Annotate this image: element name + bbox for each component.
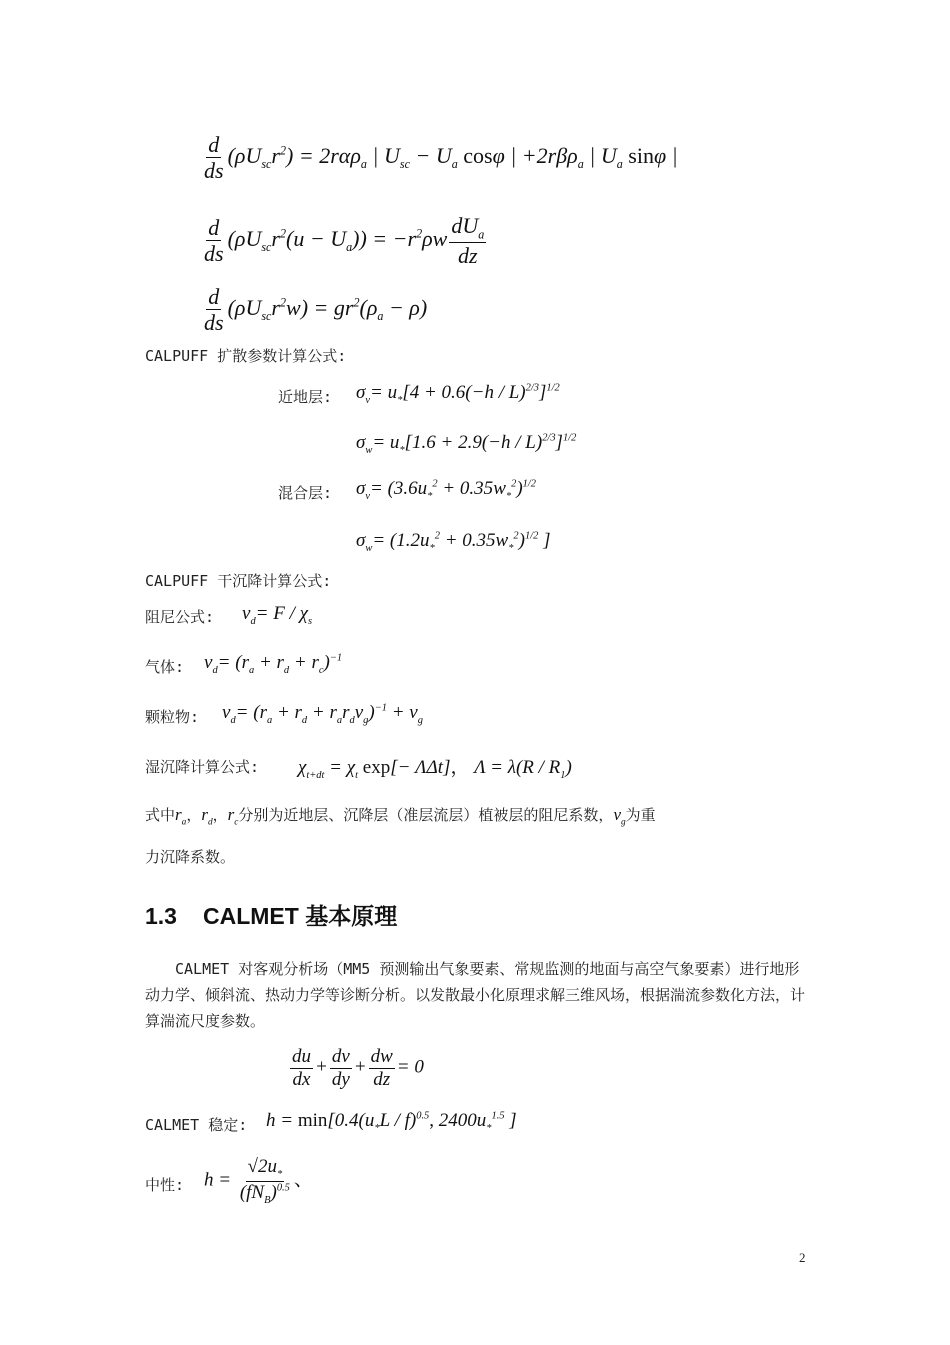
equation-gas: $v_d= (r_a + r_d + r_c)^{-1}$ <box>204 652 343 676</box>
equation-sigma-v-near: $\sigma_v= u_*[4 + 0.6(-h / L)^{2/3}]^{1/2}$ <box>356 382 560 406</box>
calmet-stable-label: CALMET 稳定: <box>145 1116 248 1134</box>
explain-tail: 为重 <box>625 806 656 824</box>
section-number: 1.3 <box>145 903 177 929</box>
explanation-line-1: 式中$r_a$，$r_d$，$r_c$分别为近地层、沉降层（准层流层）植被层的阻尼系数，$v_g$为重 <box>145 805 656 828</box>
equation-sigma-v-mixed: $\sigma_v= (3.6u_*^2 + 0.35w_*^2)^{1/2}$ <box>356 478 536 502</box>
resistance-label: 阻尼公式: <box>145 608 215 626</box>
equation-momentum-2: $\frac{d}{ds}$ $(\rho U_{sc}r^2(u - U_a)) = -r^2\rho w$ $\frac{dU_a}{dz}$ <box>204 213 485 269</box>
dry-deposition-title: CALPUFF 干沉降计算公式: <box>145 572 332 590</box>
section-title: CALMET 基本原理 <box>202 903 398 929</box>
equation-buoyancy: $\frac{d}{ds}$ $(\rho U_{sc}r^2w) = gr^2(\rho_a - \rho)$ <box>204 284 428 336</box>
dispersion-title: CALPUFF 扩散参数计算公式: <box>145 347 347 365</box>
mixed-layer-label: 混合层: <box>278 484 333 502</box>
page-number: 2 <box>799 1250 806 1265</box>
equation-continuity: $\frac{du}{dx}$ + $\frac{dv}{dy}$ + $\frac{dw}{dz}$ = 0 <box>292 1046 424 1090</box>
equation-stable-height: $h = \min[0.4(u_*L / f)^{0.5}$, $2400u_*^{1.5}$ ] <box>266 1110 517 1134</box>
equation-sigma-w-near: $\sigma_w= u_*[1.6 + 2.9(-h / L)^{2/3}]^{1/2}$ <box>356 432 577 456</box>
equation-neutral-height: h = $\frac{√2u_*}{(fN_B)^{0.5}}$ 、 <box>204 1156 313 1206</box>
neutral-label: 中性: <box>145 1176 185 1194</box>
explanation-line-2: 力沉降系数。 <box>145 848 236 866</box>
equation-particle: $v_d= (r_a + r_d + r_ar_dv_g)^{-1} + v_g$ <box>222 702 423 726</box>
equation-momentum-1: $\frac{d}{ds}$ $(\rho U_{sc}r^2) = 2r\alpha\rho_a$ | $U_{sc} - U_a$ cosφ | +2rβρ$_a$ | $U_a$ sinφ | <box>204 132 678 184</box>
section-heading <box>145 898 397 931</box>
equation-resistance: $v_d= F / \chi_s$ <box>242 603 313 627</box>
equation-wet: $\chi_{t+dt} = \chi_t$ exp[− ΛΔt]， $\Lambda = \lambda(R / R_1)$ <box>298 757 572 781</box>
calmet-paragraph: CALMET 对客观分析场（MM5 预测输出气象要素、常规监测的地面与高空气象要素）进行地形动力学、倾斜流、热动力学等诊断分析。以发散最小化原理求解三维风场，根据湍流参数化方法，计算湍流尺度参数。 <box>145 960 806 1030</box>
explain-middle: 分别为近地层、沉降层（准层流层）植被层的阻尼系数， <box>238 806 614 824</box>
gas-label: 气体: <box>145 658 185 676</box>
near-surface-label: 近地层: <box>278 388 333 406</box>
wet-deposition-label: 湿沉降计算公式: <box>145 758 260 776</box>
equation-sigma-w-mixed: $\sigma_w= (1.2u_*^2 + 0.35w_*^2)^{1/2}$ ] <box>356 530 551 554</box>
particle-label: 颗粒物: <box>145 708 200 726</box>
explain-prefix: 式中 <box>145 806 176 824</box>
